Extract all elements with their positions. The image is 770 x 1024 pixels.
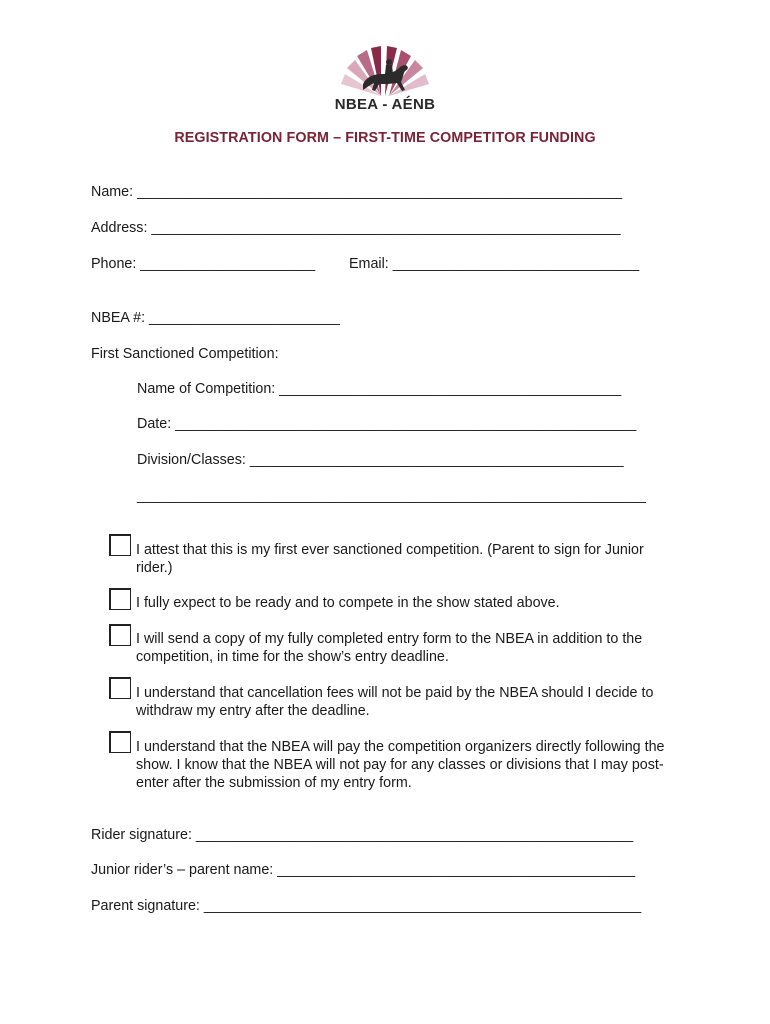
junior-parent-name-field[interactable]: Junior rider’s – parent name: _____________________________________________ [91,862,636,878]
direct-payment-checkbox[interactable] [109,731,131,753]
send-entry-form-checkbox[interactable] [109,624,131,646]
date-field[interactable]: Date: __________________________________________________________ [137,416,637,432]
first-sanctioned-heading: First Sanctioned Competition: [91,346,279,362]
phone-field[interactable]: Phone: ______________________ [91,256,316,272]
attest-first-competition-checkbox[interactable] [109,534,131,556]
parent-signature-field[interactable]: Parent signature: _______________________________________________________ [91,898,642,914]
logo-text: NBEA - AÉNB [334,96,436,113]
nbea-number-field[interactable]: NBEA #: ________________________ [91,310,340,326]
email-field[interactable]: Email: _______________________________ [349,256,640,272]
name-field[interactable]: Name: _____________________________________________________________ [91,184,623,200]
nbea-logo [325,44,445,118]
statement-ready-to-compete: I fully expect to be ready and to compete in the show stated above. [136,595,560,611]
division-classes-extra-line[interactable]: ________________________________________________________________ [137,488,646,504]
statement-first-competition: I attest that this is my first ever sanctioned competition. (Parent to sign for Junior rider.) [136,542,644,576]
statement-send-entry-form: I will send a copy of my fully completed entry form to the NBEA in addition to the competition, in time for the show’s entry deadline. [136,631,643,665]
cancellation-fees-checkbox[interactable] [109,677,131,699]
competition-name-field[interactable]: Name of Competition: ___________________________________________ [137,381,622,397]
logo-rays [325,44,445,100]
ready-to-compete-checkbox[interactable] [109,588,131,610]
form-title: REGISTRATION FORM – FIRST-TIME COMPETITOR FUNDING [174,130,596,146]
rider-signature-field[interactable]: Rider signature: _______________________________________________________ [91,827,634,843]
address-field[interactable]: Address: ___________________________________________________________ [91,220,621,236]
division-classes-field[interactable]: Division/Classes: _______________________________________________ [137,452,624,468]
statement-cancellation-fees: I understand that cancellation fees will not be paid by the NBEA should I decide to withdraw my entry after the deadline. [136,685,654,719]
statement-direct-payment: I understand that the NBEA will pay the competition organizers directly following the show. I know that the NBEA will not pay for any classes or divisions that I may post-enter after the submission of my entry form. [136,739,665,791]
